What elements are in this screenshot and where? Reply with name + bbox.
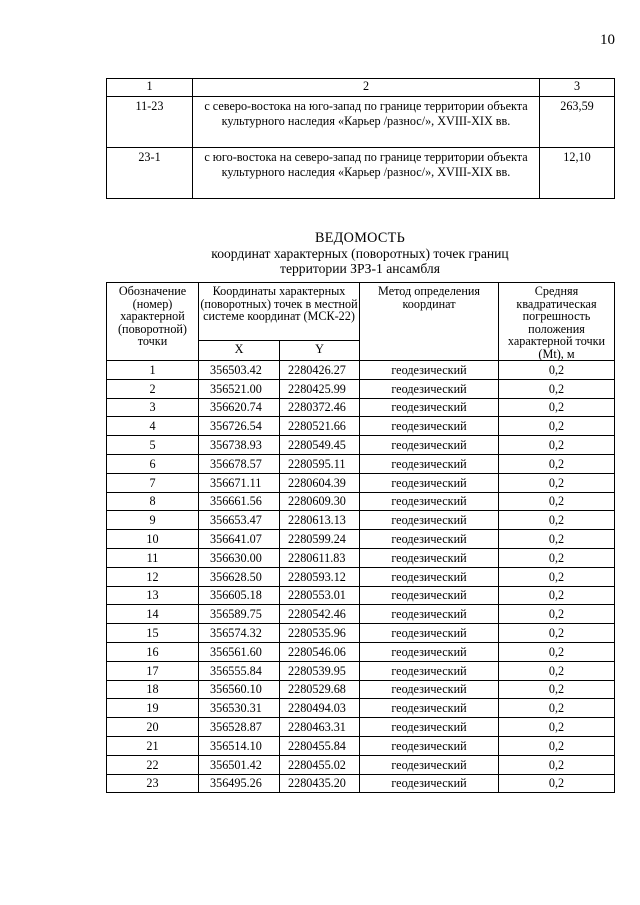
x-coordinate-cell: 356528.87 [199,718,280,737]
error-cell: 0,2 [499,398,615,417]
table-row [107,361,615,380]
error-cell: 0,2 [499,417,615,436]
point-number-cell: 8 [107,492,199,511]
point-number-cell: 17 [107,661,199,680]
table-row [107,624,615,643]
header-error: Средняя квадратическая погрешность положения характерной точки (Mt), м [499,283,615,361]
point-number-cell: 18 [107,680,199,699]
error-cell: 0,2 [499,774,615,793]
table-row [107,454,615,473]
method-cell: геодезический [360,530,499,549]
coordinates-body [107,361,615,793]
point-number-cell: 15 [107,624,199,643]
y-coordinate-cell: 2280599.24 [280,530,360,549]
error-cell: 0,2 [499,530,615,549]
table-row [107,379,615,398]
table-row [107,473,615,492]
x-coordinate-cell: 356641.07 [199,530,280,549]
table-row [107,586,615,605]
point-number-cell: 5 [107,436,199,455]
error-cell: 0,2 [499,454,615,473]
x-coordinate-cell: 356514.10 [199,736,280,755]
point-number-cell: 21 [107,736,199,755]
method-cell: геодезический [360,379,499,398]
point-number-cell: 12 [107,567,199,586]
method-cell: геодезический [360,454,499,473]
method-cell: геодезический [360,680,499,699]
heading-line-2: координат характерных (поворотных) точек границ [211,246,509,261]
x-coordinate-cell: 356605.18 [199,586,280,605]
error-cell: 0,2 [499,661,615,680]
x-coordinate-cell: 356628.50 [199,567,280,586]
method-cell: геодезический [360,699,499,718]
heading-title: ВЕДОМОСТЬ [314,230,406,246]
boundary-segments-table [106,78,615,199]
point-number-cell: 10 [107,530,199,549]
heading-line-3: территории ЗРЗ-1 ансамбля [280,261,440,276]
point-number-cell: 7 [107,473,199,492]
x-coordinate-cell: 356555.84 [199,661,280,680]
method-cell: геодезический [360,473,499,492]
y-coordinate-cell: 2280613.13 [280,511,360,530]
method-cell: геодезический [360,736,499,755]
table-row [107,605,615,624]
column-number-1: 1 [107,79,193,97]
y-coordinate-cell: 2280435.20 [280,774,360,793]
method-cell: геодезический [360,774,499,793]
point-number-cell: 16 [107,642,199,661]
statement-heading [106,231,614,276]
table-row [107,436,615,455]
method-cell: геодезический [360,586,499,605]
x-coordinate-cell: 356630.00 [199,548,280,567]
x-coordinate-cell: 356521.00 [199,379,280,398]
x-coordinate-cell: 356561.60 [199,642,280,661]
error-cell: 0,2 [499,548,615,567]
method-cell: геодезический [360,718,499,737]
header-point: Обозначение (номер) характерной (поворотной) точки [107,283,199,361]
header-x: X [199,341,280,361]
error-cell: 0,2 [499,755,615,774]
error-cell: 0,2 [499,642,615,661]
description-cell: с северо-востока на юго-запад по границе территории объекта культурного наследия «Карьер /разнос/», XVIII-XIX вв. [193,97,540,148]
error-cell: 0,2 [499,586,615,605]
column-number-3: 3 [540,79,615,97]
y-coordinate-cell: 2280593.12 [280,567,360,586]
x-coordinate-cell: 356501.42 [199,755,280,774]
x-coordinate-cell: 356671.11 [199,473,280,492]
method-cell: геодезический [360,661,499,680]
y-coordinate-cell: 2280546.06 [280,642,360,661]
method-cell: геодезический [360,624,499,643]
y-coordinate-cell: 2280604.39 [280,473,360,492]
header-coordinates: Координаты характерных (поворотных) точек в местной системе координат (МСК-22) [199,283,360,341]
header-method: Метод определения координат [360,283,499,361]
method-cell: геодезический [360,492,499,511]
table-row [107,511,615,530]
y-coordinate-cell: 2280494.03 [280,699,360,718]
y-coordinate-cell: 2280535.96 [280,624,360,643]
error-cell: 0,2 [499,736,615,755]
method-cell: геодезический [360,436,499,455]
segment-cell: 23-1 [107,148,193,199]
x-coordinate-cell: 356653.47 [199,511,280,530]
x-coordinate-cell: 356589.75 [199,605,280,624]
table-row [107,755,615,774]
x-coordinate-cell: 356503.42 [199,361,280,380]
length-cell: 263,59 [540,97,615,148]
y-coordinate-cell: 2280455.02 [280,755,360,774]
table-row [107,736,615,755]
point-number-cell: 22 [107,755,199,774]
error-cell: 0,2 [499,718,615,737]
point-number-cell: 11 [107,548,199,567]
method-cell: геодезический [360,361,499,380]
method-cell: геодезический [360,605,499,624]
error-cell: 0,2 [499,473,615,492]
point-number-cell: 20 [107,718,199,737]
length-cell: 12,10 [540,148,615,199]
table-row [107,492,615,511]
table-row [107,642,615,661]
error-cell: 0,2 [499,492,615,511]
y-coordinate-cell: 2280553.01 [280,586,360,605]
method-cell: геодезический [360,417,499,436]
table-row [107,530,615,549]
table-row [107,699,615,718]
point-number-cell: 4 [107,417,199,436]
coordinates-table [106,282,615,793]
y-coordinate-cell: 2280463.31 [280,718,360,737]
method-cell: геодезический [360,398,499,417]
method-cell: геодезический [360,642,499,661]
error-cell: 0,2 [499,361,615,380]
x-coordinate-cell: 356661.56 [199,492,280,511]
y-coordinate-cell: 2280549.45 [280,436,360,455]
segment-cell: 11-23 [107,97,193,148]
x-coordinate-cell: 356495.26 [199,774,280,793]
table-row [107,148,615,199]
method-cell: геодезический [360,511,499,530]
table-row [107,417,615,436]
y-coordinate-cell: 2280426.27 [280,361,360,380]
x-coordinate-cell: 356726.54 [199,417,280,436]
error-cell: 0,2 [499,511,615,530]
x-coordinate-cell: 356620.74 [199,398,280,417]
y-coordinate-cell: 2280609.30 [280,492,360,511]
table-row [107,567,615,586]
error-cell: 0,2 [499,605,615,624]
table-header-row [107,283,615,341]
point-number-cell: 9 [107,511,199,530]
y-coordinate-cell: 2280539.95 [280,661,360,680]
table-row [107,548,615,567]
y-coordinate-cell: 2280372.46 [280,398,360,417]
method-cell: геодезический [360,567,499,586]
x-coordinate-cell: 356530.31 [199,699,280,718]
point-number-cell: 13 [107,586,199,605]
method-cell: геодезический [360,755,499,774]
page-number: 10 [600,32,615,48]
x-coordinate-cell: 356678.57 [199,454,280,473]
y-coordinate-cell: 2280542.46 [280,605,360,624]
x-coordinate-cell: 356574.32 [199,624,280,643]
y-coordinate-cell: 2280611.83 [280,548,360,567]
table-header-row [107,79,615,97]
x-coordinate-cell: 356560.10 [199,680,280,699]
point-number-cell: 3 [107,398,199,417]
y-coordinate-cell: 2280595.11 [280,454,360,473]
table-row [107,661,615,680]
table-row [107,774,615,793]
table-row [107,718,615,737]
table-row [107,398,615,417]
table-row [107,97,615,148]
column-number-2: 2 [193,79,540,97]
x-coordinate-cell: 356738.93 [199,436,280,455]
point-number-cell: 23 [107,774,199,793]
point-number-cell: 1 [107,361,199,380]
point-number-cell: 19 [107,699,199,718]
header-y: Y [280,341,360,361]
error-cell: 0,2 [499,680,615,699]
point-number-cell: 14 [107,605,199,624]
point-number-cell: 6 [107,454,199,473]
error-cell: 0,2 [499,379,615,398]
error-cell: 0,2 [499,699,615,718]
description-cell: с юго-востока на северо-запад по границе территории объекта культурного наследия «Карьер /разнос/», XVIII-XIX вв. [193,148,540,199]
table-row [107,680,615,699]
y-coordinate-cell: 2280455.84 [280,736,360,755]
point-number-cell: 2 [107,379,199,398]
error-cell: 0,2 [499,567,615,586]
method-cell: геодезический [360,548,499,567]
y-coordinate-cell: 2280529.68 [280,680,360,699]
error-cell: 0,2 [499,436,615,455]
y-coordinate-cell: 2280521.66 [280,417,360,436]
error-cell: 0,2 [499,624,615,643]
y-coordinate-cell: 2280425.99 [280,379,360,398]
